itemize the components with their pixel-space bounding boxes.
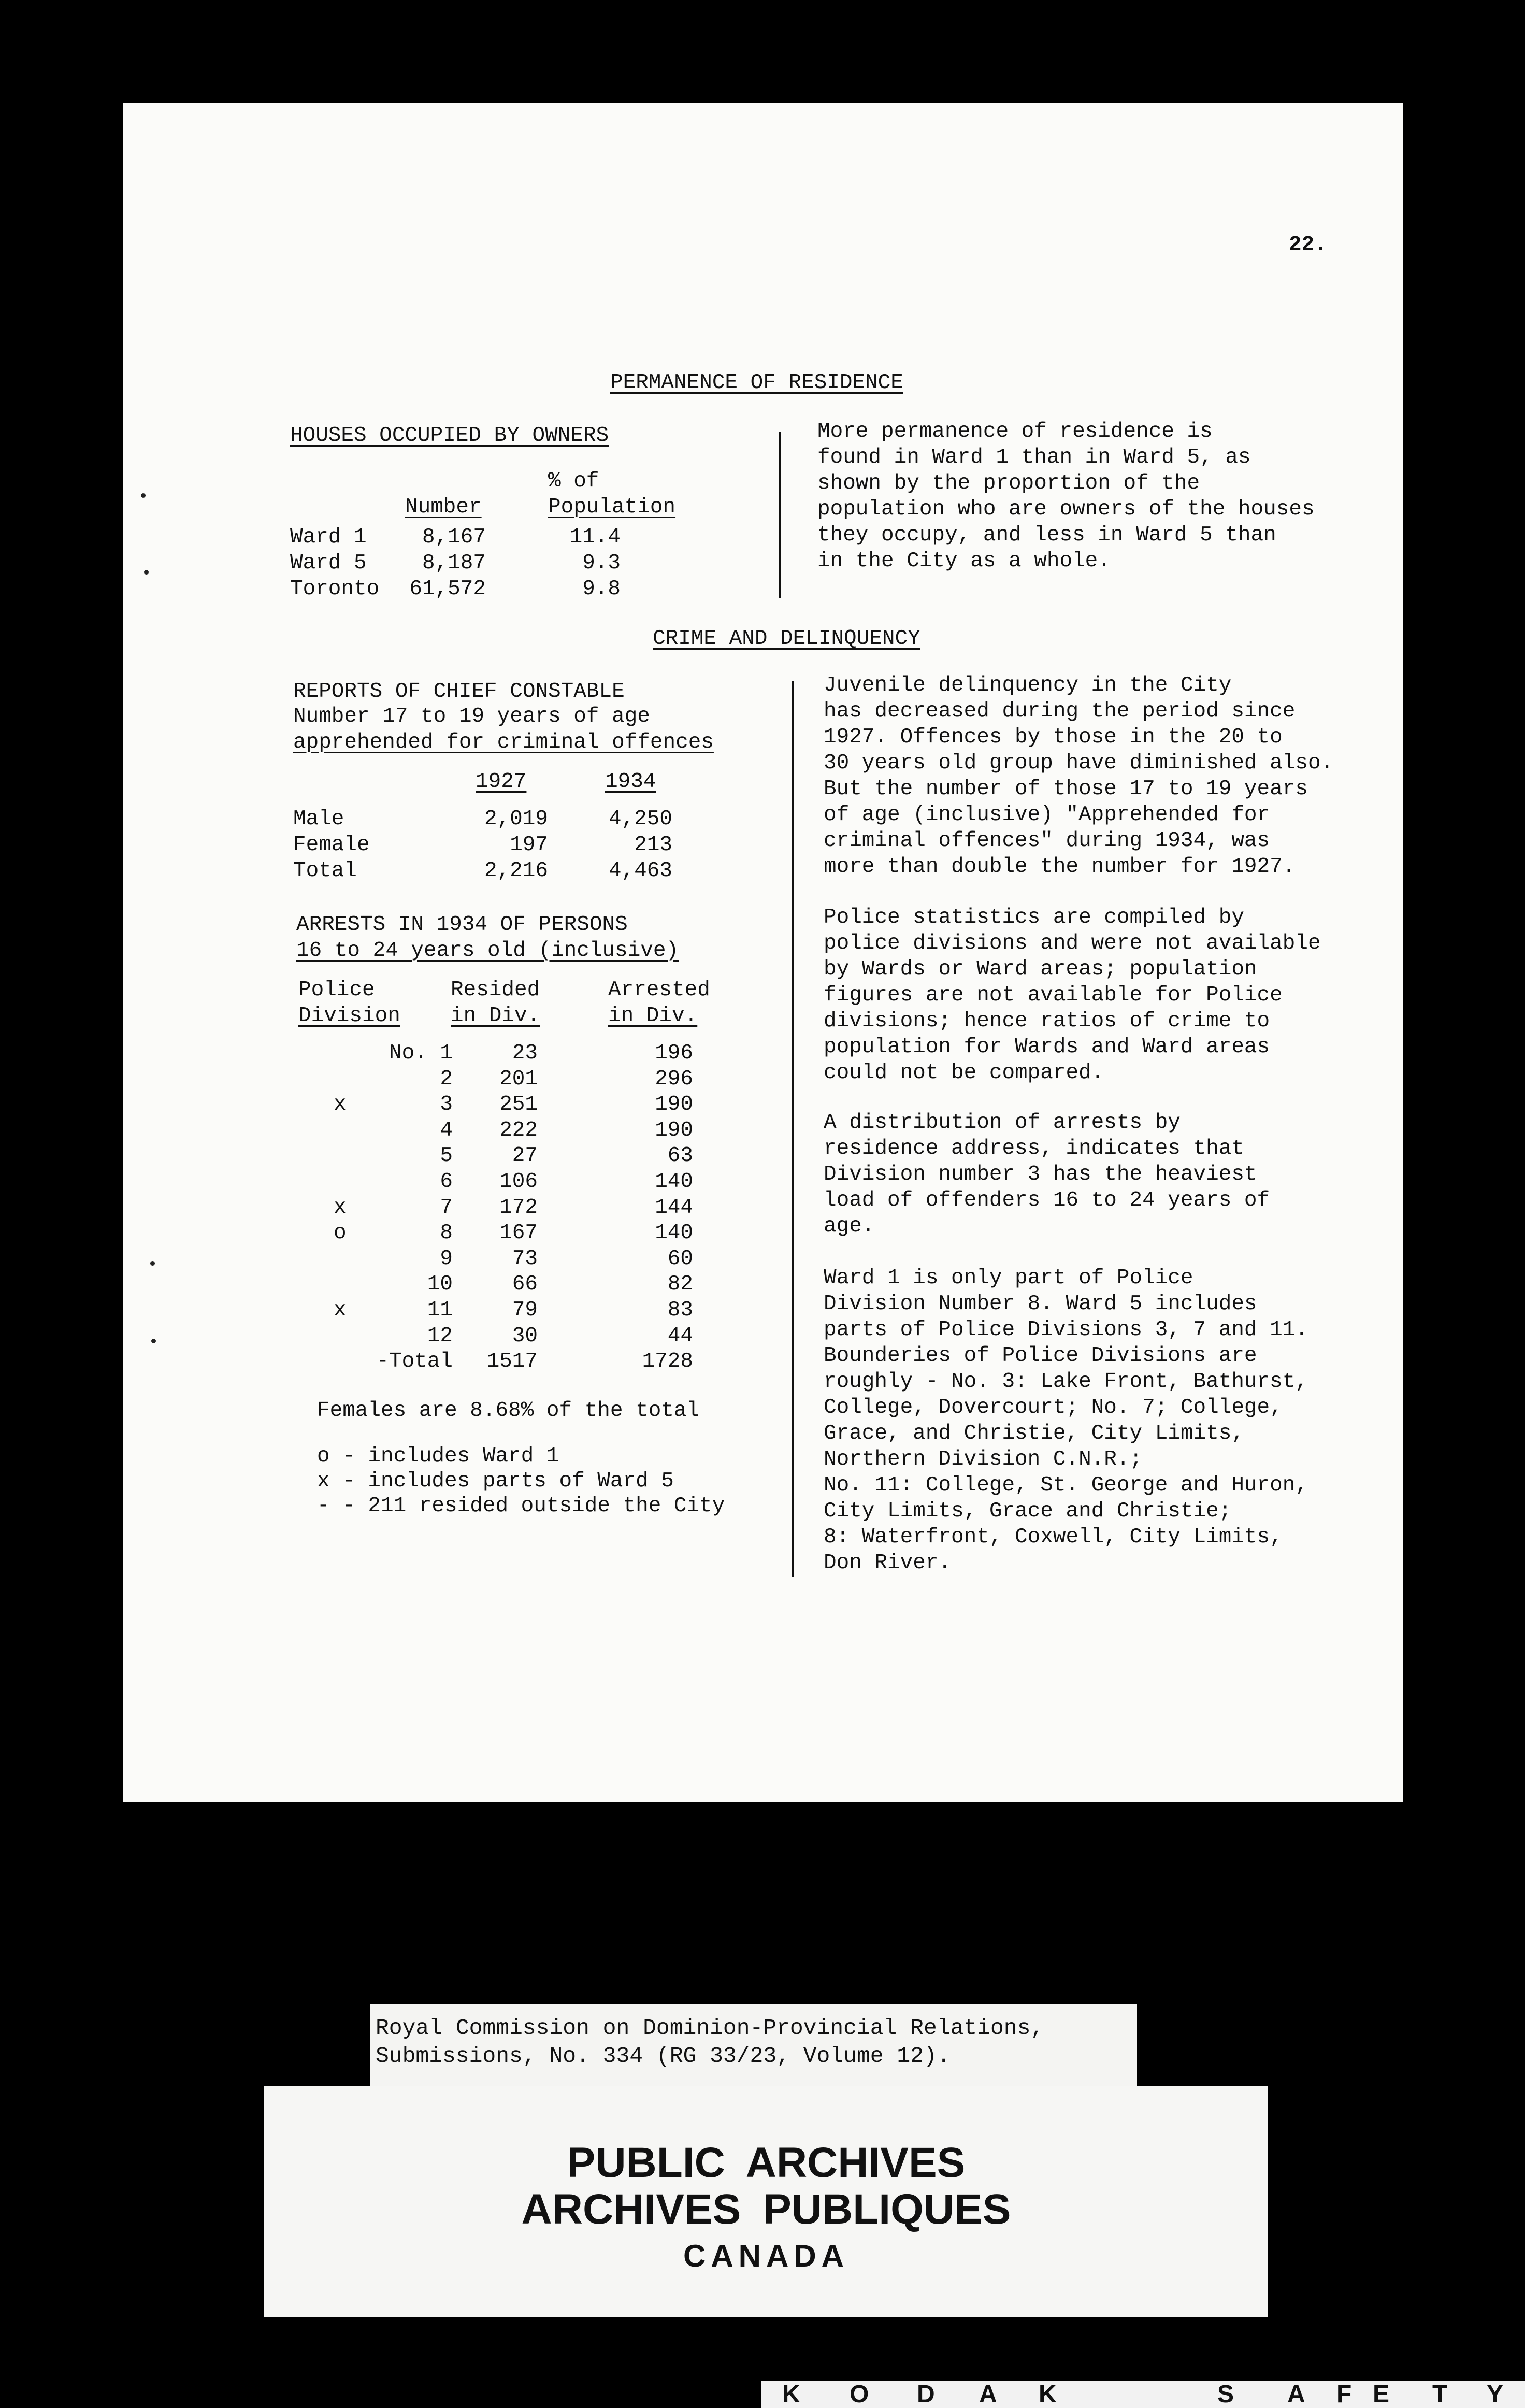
houses-row-pct: 9.8 (582, 577, 621, 601)
pct-header-1: % of (548, 469, 599, 493)
arrest-row-arrested: 1728 (642, 1350, 693, 1373)
arrest-row-resided: 27 (512, 1144, 538, 1168)
margin-mark (150, 1261, 155, 1266)
film-edge-letter: Y (1487, 2381, 1504, 2408)
arrest-row-resided: 172 (499, 1196, 538, 1220)
resided-header-1: Resided (451, 978, 540, 1002)
arrest-row-division: 6 (440, 1170, 453, 1194)
arrest-row-resided: 30 (512, 1324, 538, 1348)
arrest-row-resided: 167 (499, 1221, 538, 1245)
houses-row-pct: 11.4 (569, 525, 621, 549)
number-header: Number (405, 495, 482, 519)
arrest-row-division: 7 (440, 1196, 453, 1220)
reports-row-label: Male (293, 807, 344, 831)
arrest-row-division: -Total (376, 1350, 453, 1373)
houses-row-number: 61,572 (409, 577, 486, 601)
arrest-row-division: 4 (440, 1119, 453, 1142)
arrest-row-division: 11 (427, 1298, 453, 1322)
film-edge-letter: A (1287, 2381, 1305, 2408)
stamp-line-3: CANADA (683, 2239, 849, 2273)
col-1934-header: 1934 (605, 770, 656, 794)
crime-paragraph-2: Police statistics are compiled by police divisions and were not available by Wards or Ward areas; population figures are not available for Police divisions; hence ratios of crime to population for Wards and Ward areas could not be compared. (824, 906, 1321, 1085)
arrests-title: ARRESTS IN 1934 OF PERSONS (296, 913, 628, 937)
arrest-row-mark: x (334, 1196, 347, 1220)
arrest-row-arrested: 190 (655, 1119, 693, 1142)
reports-row-1934: 4,463 (608, 859, 672, 883)
reports-title: REPORTS OF CHIEF CONSTABLE (293, 680, 625, 704)
film-edge-letter: D (917, 2381, 935, 2408)
arrest-row-arrested: 190 (655, 1093, 693, 1116)
arrest-row-division: 10 (427, 1272, 453, 1296)
reports-row-1934: 213 (634, 833, 672, 857)
arrests-subtitle: 16 to 24 years old (inclusive) (296, 939, 679, 963)
margin-mark (141, 493, 146, 498)
arrest-row-mark: x (334, 1298, 347, 1322)
film-edge-letter: E (1373, 2381, 1390, 2408)
arrest-row-resided: 106 (499, 1170, 538, 1194)
arrest-row-arrested: 82 (667, 1272, 693, 1296)
houses-row-pct: 9.3 (582, 551, 621, 575)
reports-row-1927: 2,019 (484, 807, 548, 831)
arrest-row-arrested: 144 (655, 1196, 693, 1220)
arrest-row-arrested: 60 (667, 1247, 693, 1271)
crime-paragraph-4: Ward 1 is only part of Police Division Number 8. Ward 5 includes parts of Police Divisions 3, 7 and 11. Bounderies of Police Divisions are roughly - No. 3: Lake Front, Bathurst, College, Dovercourt; No. 7; College, Grace, and Christie, City Limits, Northern Division C.N.R.; No. 11: College, St. George and Huron, City Limits, Grace and Christie; 8: Waterfront, Coxwell, City Limits, Don River. (824, 1266, 1308, 1575)
resided-header-2: in Div. (451, 1004, 540, 1028)
arrest-row-arrested: 63 (667, 1144, 693, 1168)
houses-table-title: HOUSES OCCUPIED BY OWNERS (290, 424, 609, 448)
reports-row-label: Female (293, 833, 370, 857)
arrested-header-2: in Div. (608, 1004, 698, 1028)
arrest-row-resided: 79 (512, 1298, 538, 1322)
houses-row-number: 8,187 (422, 551, 486, 575)
houses-row-label: Ward 1 (290, 525, 367, 549)
arrest-row-division: 3 (440, 1093, 453, 1116)
arrest-row-division: 5 (440, 1144, 453, 1168)
legend-item: - - 211 resided outside the City (317, 1494, 725, 1518)
stamp-line-1: PUBLIC ARCHIVES (567, 2139, 966, 2186)
film-edge-letter: K (1039, 2381, 1057, 2408)
arrest-row-resided: 23 (512, 1041, 538, 1065)
arrest-row-mark: o (334, 1221, 347, 1245)
film-edge-letter: O (850, 2381, 869, 2408)
arrest-row-arrested: 196 (655, 1041, 693, 1065)
police-header-1: Police (298, 978, 375, 1002)
caption-line-1: Royal Commission on Dominion-Provincial Relations, (376, 2015, 1044, 2041)
reports-row-1927: 2,216 (484, 859, 548, 883)
film-edge-letter: F (1336, 2381, 1352, 2408)
crime-paragraph-3: A distribution of arrests by residence address, indicates that Division number 3 has the heaviest load of offenders 16 to 24 years of age. (824, 1111, 1270, 1238)
pct-header-2: Population (548, 495, 676, 519)
archive-caption-label (370, 2004, 1137, 2086)
column-divider (779, 432, 781, 598)
arrest-row-division: 9 (440, 1247, 453, 1271)
arrest-row-division: 8 (440, 1221, 453, 1245)
film-edge-letter: T (1432, 2381, 1448, 2408)
legend-item: x - includes parts of Ward 5 (317, 1469, 674, 1493)
kodak-safety-film-edge (761, 2381, 1525, 2408)
reports-subtitle: Number 17 to 19 years of age (293, 705, 650, 728)
houses-row-label: Toronto (290, 577, 380, 601)
film-edge-letter: S (1217, 2381, 1234, 2408)
section-heading-crime: CRIME AND DELINQUENCY (653, 627, 920, 651)
arrest-row-arrested: 83 (667, 1298, 693, 1322)
arrest-row-resided: 73 (512, 1247, 538, 1271)
arrest-row-resided: 251 (499, 1093, 538, 1116)
females-note: Females are 8.68% of the total (317, 1399, 700, 1423)
reports-subtitle-2: apprehended for criminal offences (293, 730, 714, 754)
police-header-2: Division (298, 1004, 400, 1028)
arrest-row-mark: x (334, 1093, 347, 1116)
arrest-row-resided: 66 (512, 1272, 538, 1296)
arrest-row-division: 12 (427, 1324, 453, 1348)
arrest-row-arrested: 140 (655, 1221, 693, 1245)
caption-line-2: Submissions, No. 334 (RG 33/23, Volume 12). (376, 2043, 951, 2069)
arrest-row-resided: 1517 (486, 1350, 538, 1373)
page-number: 22. (1289, 233, 1327, 257)
margin-mark (144, 570, 149, 575)
document-page (123, 103, 1403, 1802)
reports-row-1927: 197 (510, 833, 548, 857)
stamp-line-2: ARCHIVES PUBLIQUES (521, 2186, 1011, 2233)
reports-row-label: Total (293, 859, 357, 883)
houses-row-label: Ward 5 (290, 551, 367, 575)
crime-paragraph-1: Juvenile delinquency in the City has decreased during the period since 1927. Offences by those in the 20 to 30 years old group have diminished also. But the number of those 17 to 19 years of age (inclusive) "Apprehended for criminal offences" during 1934, was more than double the number for 1927. (824, 673, 1334, 879)
film-edge-letter: K (782, 2381, 800, 2408)
permanence-paragraph: More permanence of residence is found in Ward 1 than in Ward 5, as shown by the proportion of the population who are owners of the houses they occupy, and less in Ward 5 than in the City as a whole. (817, 420, 1315, 573)
col-1927-header: 1927 (476, 770, 527, 794)
arrest-row-arrested: 44 (667, 1324, 693, 1348)
arrest-row-resided: 222 (499, 1119, 538, 1142)
public-archives-stamp (264, 2086, 1268, 2317)
section-heading-permanence: PERMANENCE OF RESIDENCE (610, 371, 903, 395)
film-edge-letter: A (979, 2381, 997, 2408)
houses-row-number: 8,167 (422, 525, 486, 549)
arrest-row-resided: 201 (499, 1067, 538, 1091)
reports-row-1934: 4,250 (608, 807, 672, 831)
arrested-header-1: Arrested (608, 978, 710, 1002)
legend-item: o - includes Ward 1 (317, 1444, 559, 1468)
margin-mark (151, 1339, 156, 1343)
column-divider (792, 681, 794, 1577)
arrest-row-division: No. 1 (389, 1041, 453, 1065)
arrest-row-arrested: 296 (655, 1067, 693, 1091)
arrest-row-division: 2 (440, 1067, 453, 1091)
arrest-row-arrested: 140 (655, 1170, 693, 1194)
